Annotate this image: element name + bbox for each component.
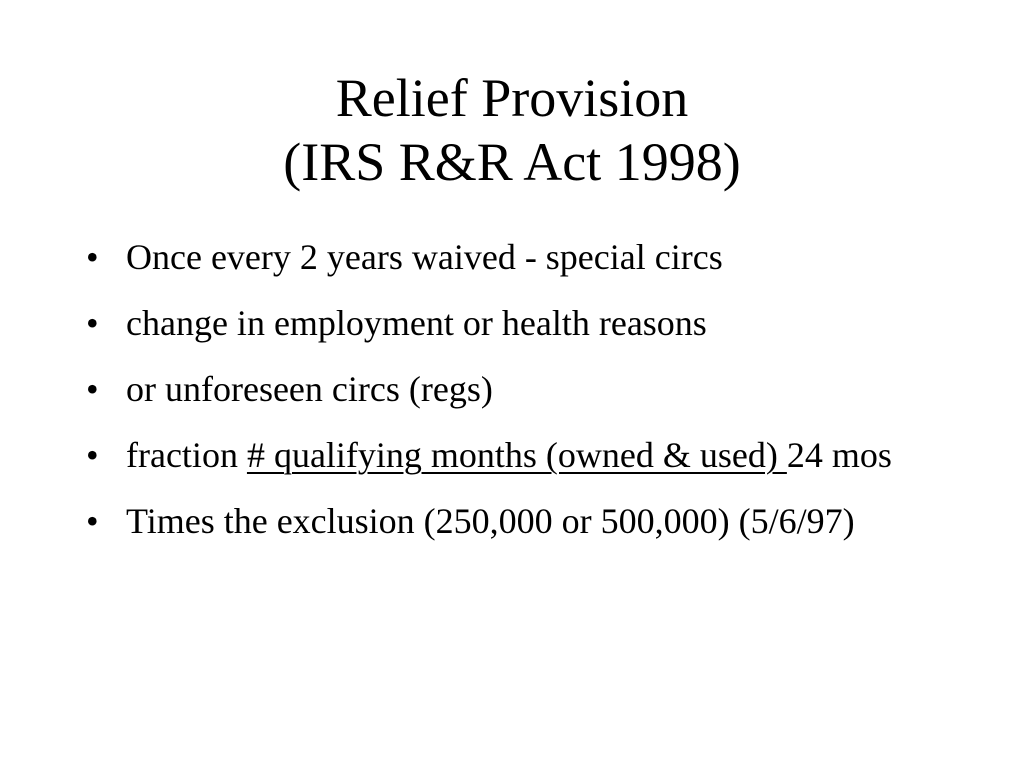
fraction-numerator-underlined: # qualifying months (owned & used) [246,435,787,475]
fraction-denominator: 24 mos [786,435,892,475]
bullet-item-times-the-exclusion [86,496,966,546]
bullet-item-change-in-employment [86,298,966,348]
bullet-text: Once every 2 years waived - special circs [126,237,723,277]
bullet-icon: • [86,237,99,277]
slide-title [0,66,1024,194]
bullet-item-once-every-2-years [86,232,966,282]
bullet-icon: • [86,303,99,343]
bullet-icon: • [86,501,99,541]
bullet-text: or unforeseen circs (regs) [126,369,493,409]
bullet-icon: • [86,435,99,475]
bullet-item-fraction [86,430,966,480]
bullet-text: change in employment or health reasons [126,303,707,343]
bullet-icon: • [86,369,99,409]
title-line-1: Relief Provision [335,68,689,128]
title-line-2: (IRS R&R Act 1998) [283,132,741,192]
bullet-item-unforeseen-circs [86,364,966,414]
bullet-list [86,232,966,562]
bullet-text: Times the exclusion (250,000 or 500,000) (5/6/97) [126,501,855,541]
fraction-prefix: fraction [126,435,247,475]
